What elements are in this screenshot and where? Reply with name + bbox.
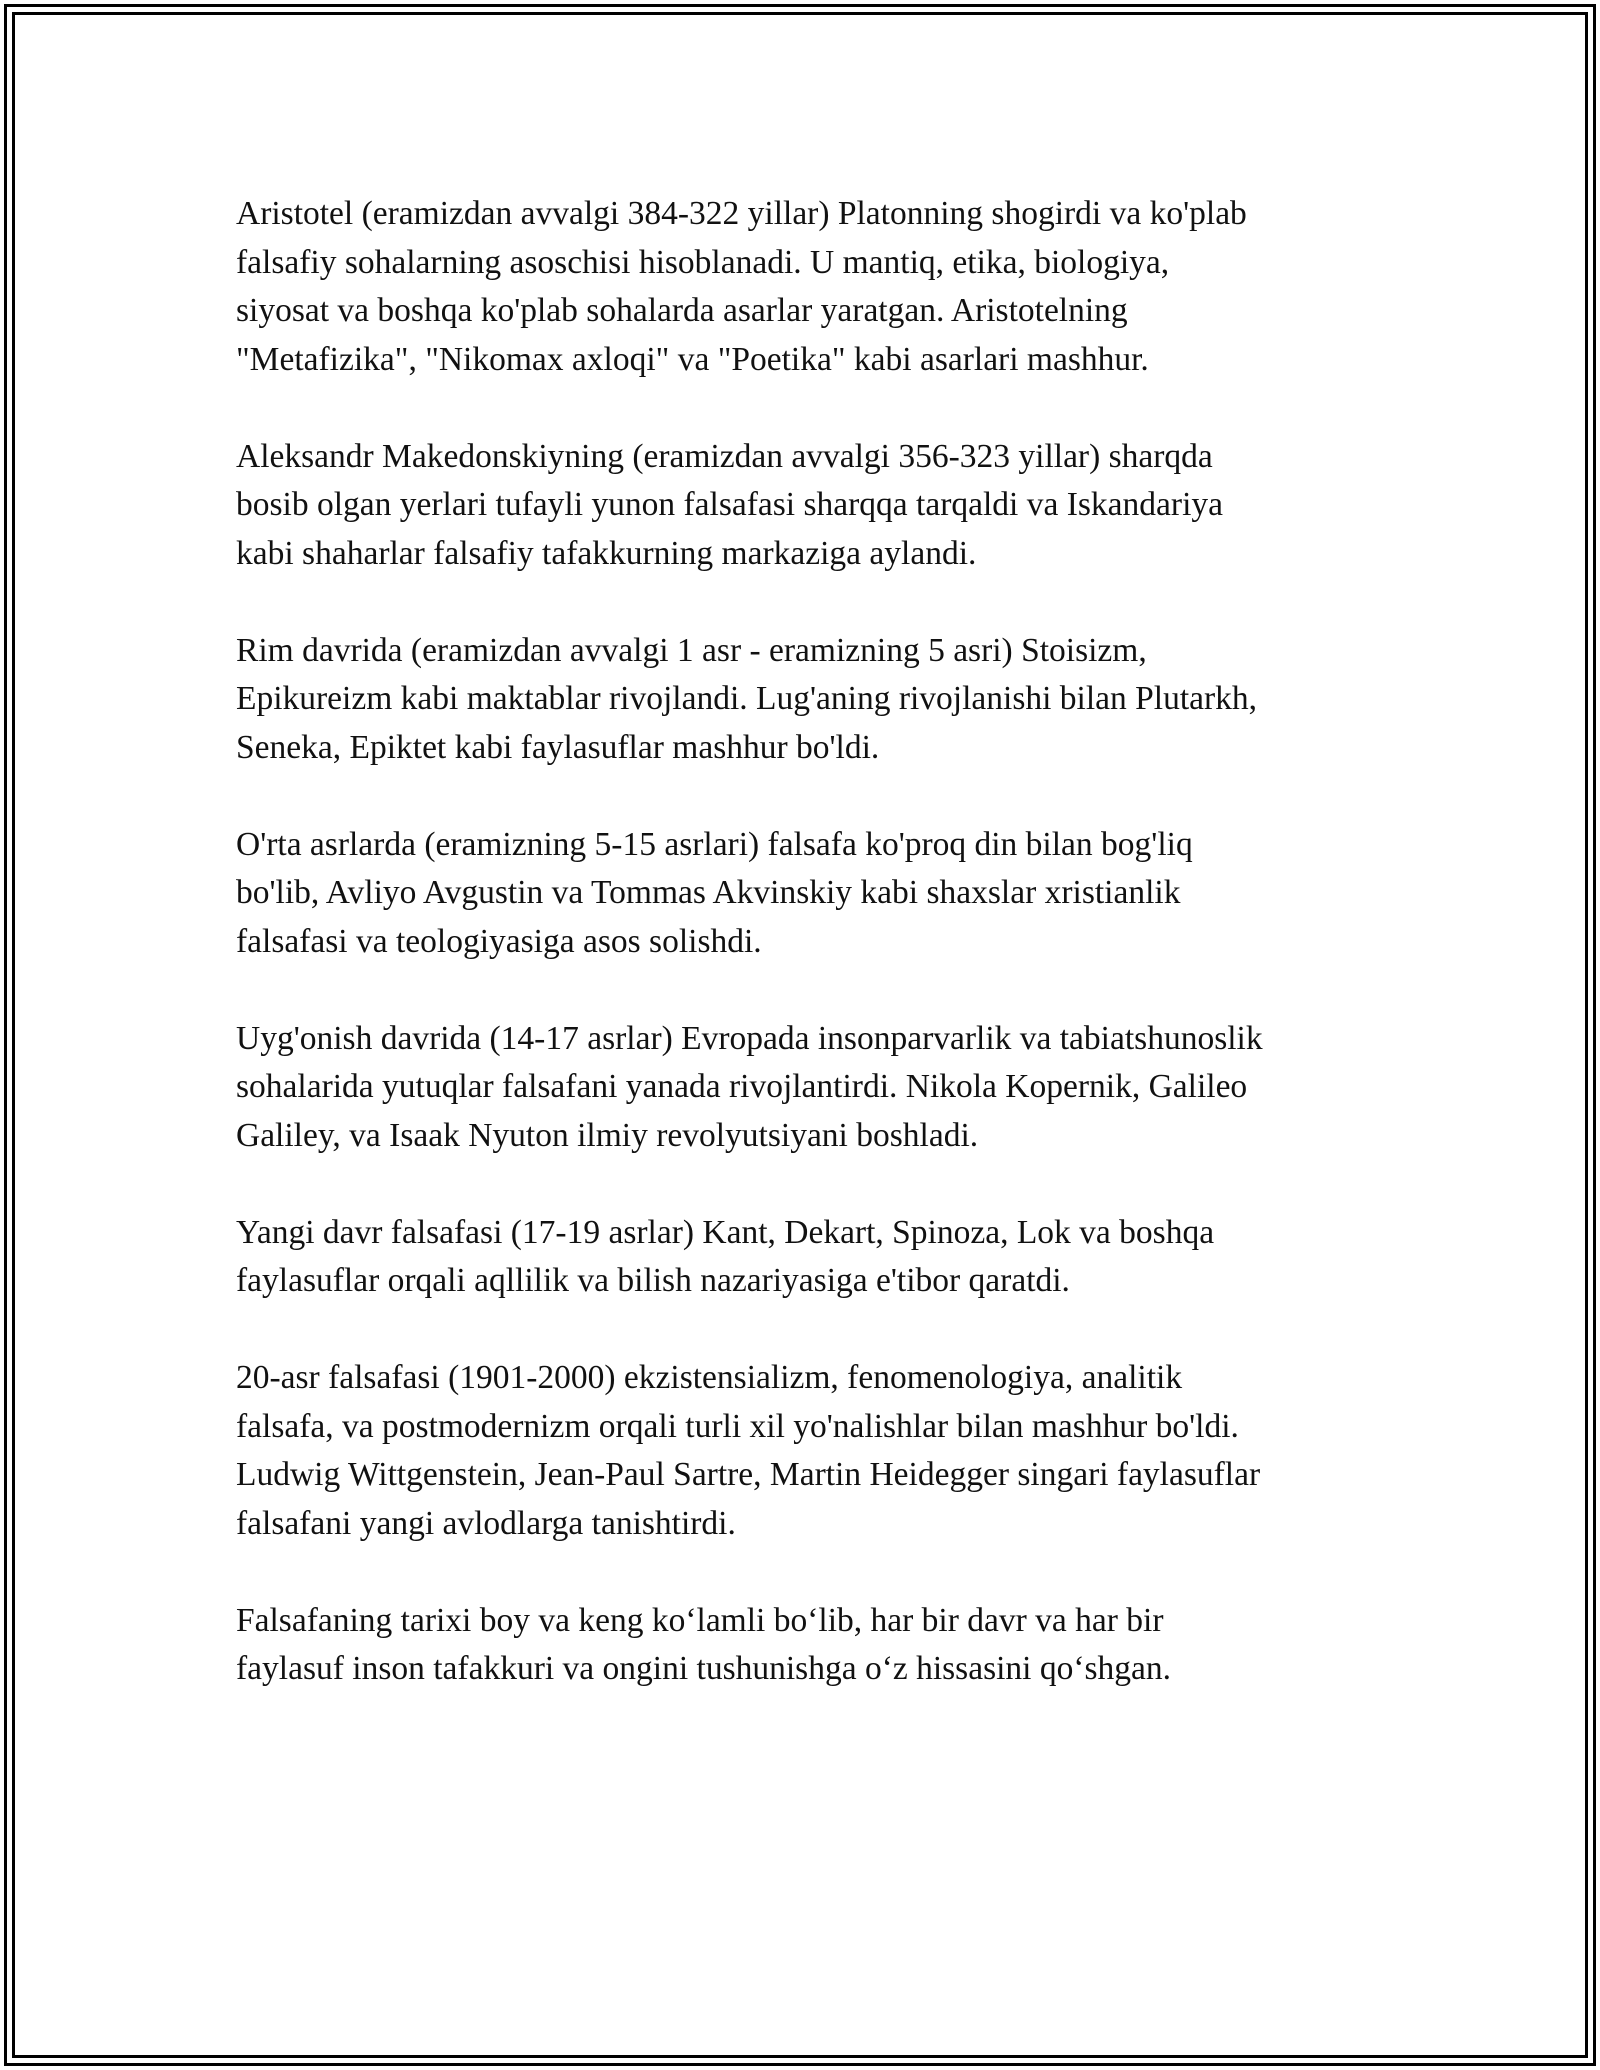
text-line: faylasuf inson tafakkuri va ongini tushunishga o‘z hissasini qo‘shgan. <box>236 1650 1172 1687</box>
text-line: "Metafizika", "Nikomax axloqi" va "Poetika" kabi asarlari mashhur. <box>236 340 1149 378</box>
text-line: Epikureizm kabi maktablar rivojlandi. Lug'aning rivojlanishi bilan Plutarkh, <box>236 680 1258 717</box>
text-line: Yangi davr falsafasi (17-19 asrlar) Kant, Dekart, Spinoza, Lok va boshqa <box>236 1213 1215 1251</box>
paragraph-uygonish <box>236 1015 1416 1161</box>
document-body <box>236 190 1416 1742</box>
text-line: falsafasi va teologiyasiga asos solishdi. <box>236 922 762 960</box>
text-line: Uyg'onish davrida (14-17 asrlar) Evropada insonparvarlik va tabiatshunoslik <box>236 1019 1263 1057</box>
paragraph-aleksandr <box>236 433 1416 579</box>
text-line: Falsafaning tarixi boy va keng ko‘lamli bo‘lib, har bir davr va har bir <box>236 1601 1164 1639</box>
text-line: kabi shaharlar falsafiy tafakkurning markaziga aylandi. <box>236 534 977 572</box>
text-line: Aristotel (eramizdan avvalgi 384-322 yillar) Platonning shogirdi va ko'plab <box>236 195 1247 232</box>
paragraph-20-asr <box>236 1354 1416 1548</box>
text-line: Galiley, va Isaak Nyuton ilmiy revolyutsiyani boshladi. <box>236 1116 979 1154</box>
paragraph-rim <box>236 627 1416 773</box>
text-line: sohalarida yutuqlar falsafani yanada rivojlantirdi. Nikola Kopernik, Galileo <box>236 1068 1248 1105</box>
text-line: bosib olgan yerlari tufayli yunon falsafasi sharqqa tarqaldi va Iskandariya <box>236 486 1223 523</box>
text-line: Aleksandr Makedonskiyning (eramizdan avvalgi 356-323 yillar) sharqda <box>236 437 1213 475</box>
text-line: 20-asr falsafasi (1901-2000) ekzistensializm, fenomenologiya, analitik <box>236 1359 1183 1396</box>
text-line: O'rta asrlarda (eramizning 5-15 asrlari) falsafa ko'proq din bilan bog'liq <box>236 825 1193 863</box>
paragraph-orta-asrlar <box>236 821 1416 967</box>
text-line: siyosat va boshqa ko'plab sohalarda asarlar yaratgan. Aristotelning <box>236 292 1128 329</box>
paragraph-aristotel <box>236 190 1416 384</box>
text-line: bo'lib, Avliyo Avgustin va Tommas Akvinskiy kabi shaxslar xristianlik <box>236 874 1181 911</box>
paragraph-yangi-davr <box>236 1209 1416 1306</box>
text-line: falsafa, va postmodernizm orqali turli xil yo'nalishlar bilan mashhur bo'ldi. <box>236 1407 1239 1445</box>
text-line: faylasuflar orqali aqllilik va bilish nazariyasiga e'tibor qaratdi. <box>236 1262 1070 1299</box>
text-line: Seneka, Epiktet kabi faylasuflar mashhur bo'ldi. <box>236 728 880 766</box>
text-line: falsafani yangi avlodlarga tanishtirdi. <box>236 1504 736 1542</box>
text-line: falsafiy sohalarning asoschisi hisoblanadi. U mantiq, etika, biologiya, <box>236 243 1170 281</box>
text-line: Rim davrida (eramizdan avvalgi 1 asr - eramizning 5 asri) Stoisizm, <box>236 631 1147 669</box>
paragraph-xulosa <box>236 1597 1416 1694</box>
text-line: Ludwig Wittgenstein, Jean-Paul Sartre, Martin Heidegger singari faylasuflar <box>236 1456 1261 1493</box>
